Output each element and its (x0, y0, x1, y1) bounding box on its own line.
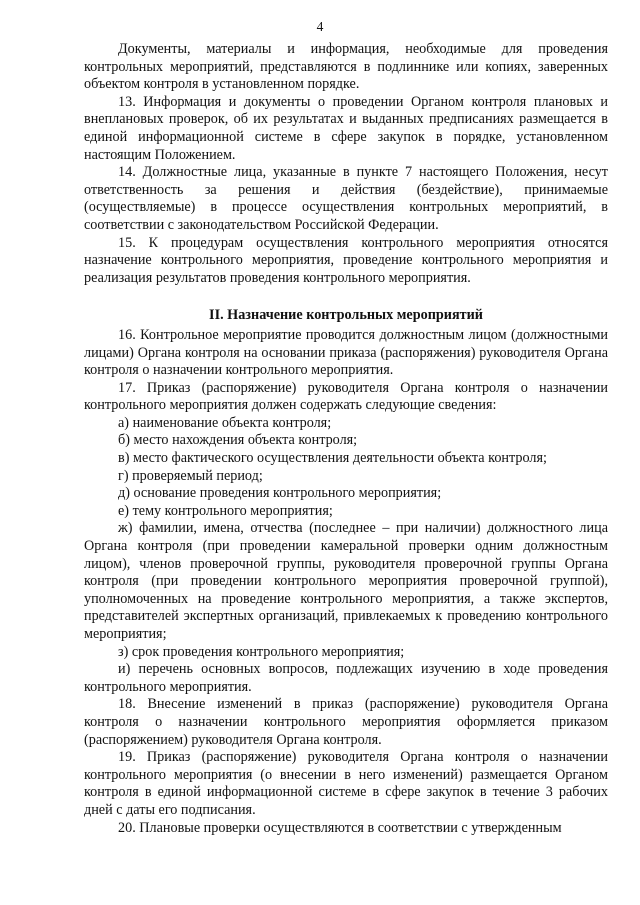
document-body (84, 41, 608, 837)
list-item: г) проверяемый период; (118, 467, 263, 484)
paragraph-17: 17. Приказ (распоряжение) руководителя Органа контроля о назначении контрольного мероприятия должен содержать следующие сведения: (84, 379, 608, 414)
required-info-list (84, 415, 608, 697)
paragraph-20: 20. Плановые проверки осуществляются в соответствии с утвержденным (118, 819, 562, 836)
list-item: д) основание проведения контрольного мероприятия; (118, 485, 442, 502)
page-number: 4 (316, 19, 324, 34)
list-item: в) место фактического осуществления деятельности объекта контроля; (118, 450, 547, 467)
list-item: ж) фамилии, имена, отчества (последнее – при наличии) должностного лица Органа контроля (при проведении камеральной проверки одним должностным лицом), членов проверочной группы, руководителя проверочной группы Органа контроля (при проведении контрольного мероприятия проверочной группой), уполномоченных на проведение контрольного мероприятия, а также экспертов, представителей экспертных организаций, привлекаемых к проведению контрольного мероприятия; (84, 520, 608, 642)
list-item: а) наименование объекта контроля; (118, 414, 332, 431)
paragraph-14: 14. Должностные лица, указанные в пункте 7 настоящего Положения, несут ответственность за решения и действия (бездействие), принимаемые (осуществляемые) в процессе осуществления контрольных мероприятий, в соответствии с законодательством Российской Федерации. (84, 164, 608, 233)
paragraph-13: 13. Информация и документы о проведении Органом контроля плановых и внеплановых проверок, об их результатах и выданных предписаниях размещается в единой информационной системе в сфере закупок в порядке, установленном настоящим Положением. (84, 93, 608, 163)
paragraph-19: 19. Приказ (распоряжение) руководителя Органа контроля о назначении контрольного мероприятия (о внесении в него изменений) размещается Органом контроля в единой информационной системе в сфере закупок в течение 3 рабочих дней с даты его подписания. (84, 749, 608, 818)
list-item: и) перечень основных вопросов, подлежащих изучению в ходе проведения контрольного мероприятия. (84, 661, 608, 695)
paragraph-15: 15. К процедурам осуществления контрольного мероприятия относятся назначение контрольного мероприятия, проведение контрольного мероприятия и реализация результатов проведения контрольного мероприятия. (84, 234, 608, 286)
paragraph-18: 18. Внесение изменений в приказ (распоряжение) руководителя Органа контроля о назначении контрольного мероприятия оформляется приказом (распоряжением) руководителя Органа контроля. (84, 696, 608, 748)
list-item: з) срок проведения контрольного мероприятия; (118, 643, 405, 660)
paragraph-16: 16. Контрольное мероприятие проводится должностным лицом (должностными лицами) Органа контроля на основании приказа (распоряжения) руководителя Органа контроля о назначении контрольного мероприятия. (84, 326, 608, 379)
list-item: б) место нахождения объекта контроля; (118, 432, 358, 449)
list-item: е) тему контрольного мероприятия; (118, 502, 333, 519)
paragraph-documents: Документы, материалы и информация, необходимые для проведения контрольных мероприятий, представляются в подлиннике или копиях, заверенных объектом контроля в установленном порядке. (84, 41, 608, 93)
section-heading: II. Назначение контрольных мероприятий (209, 307, 483, 324)
